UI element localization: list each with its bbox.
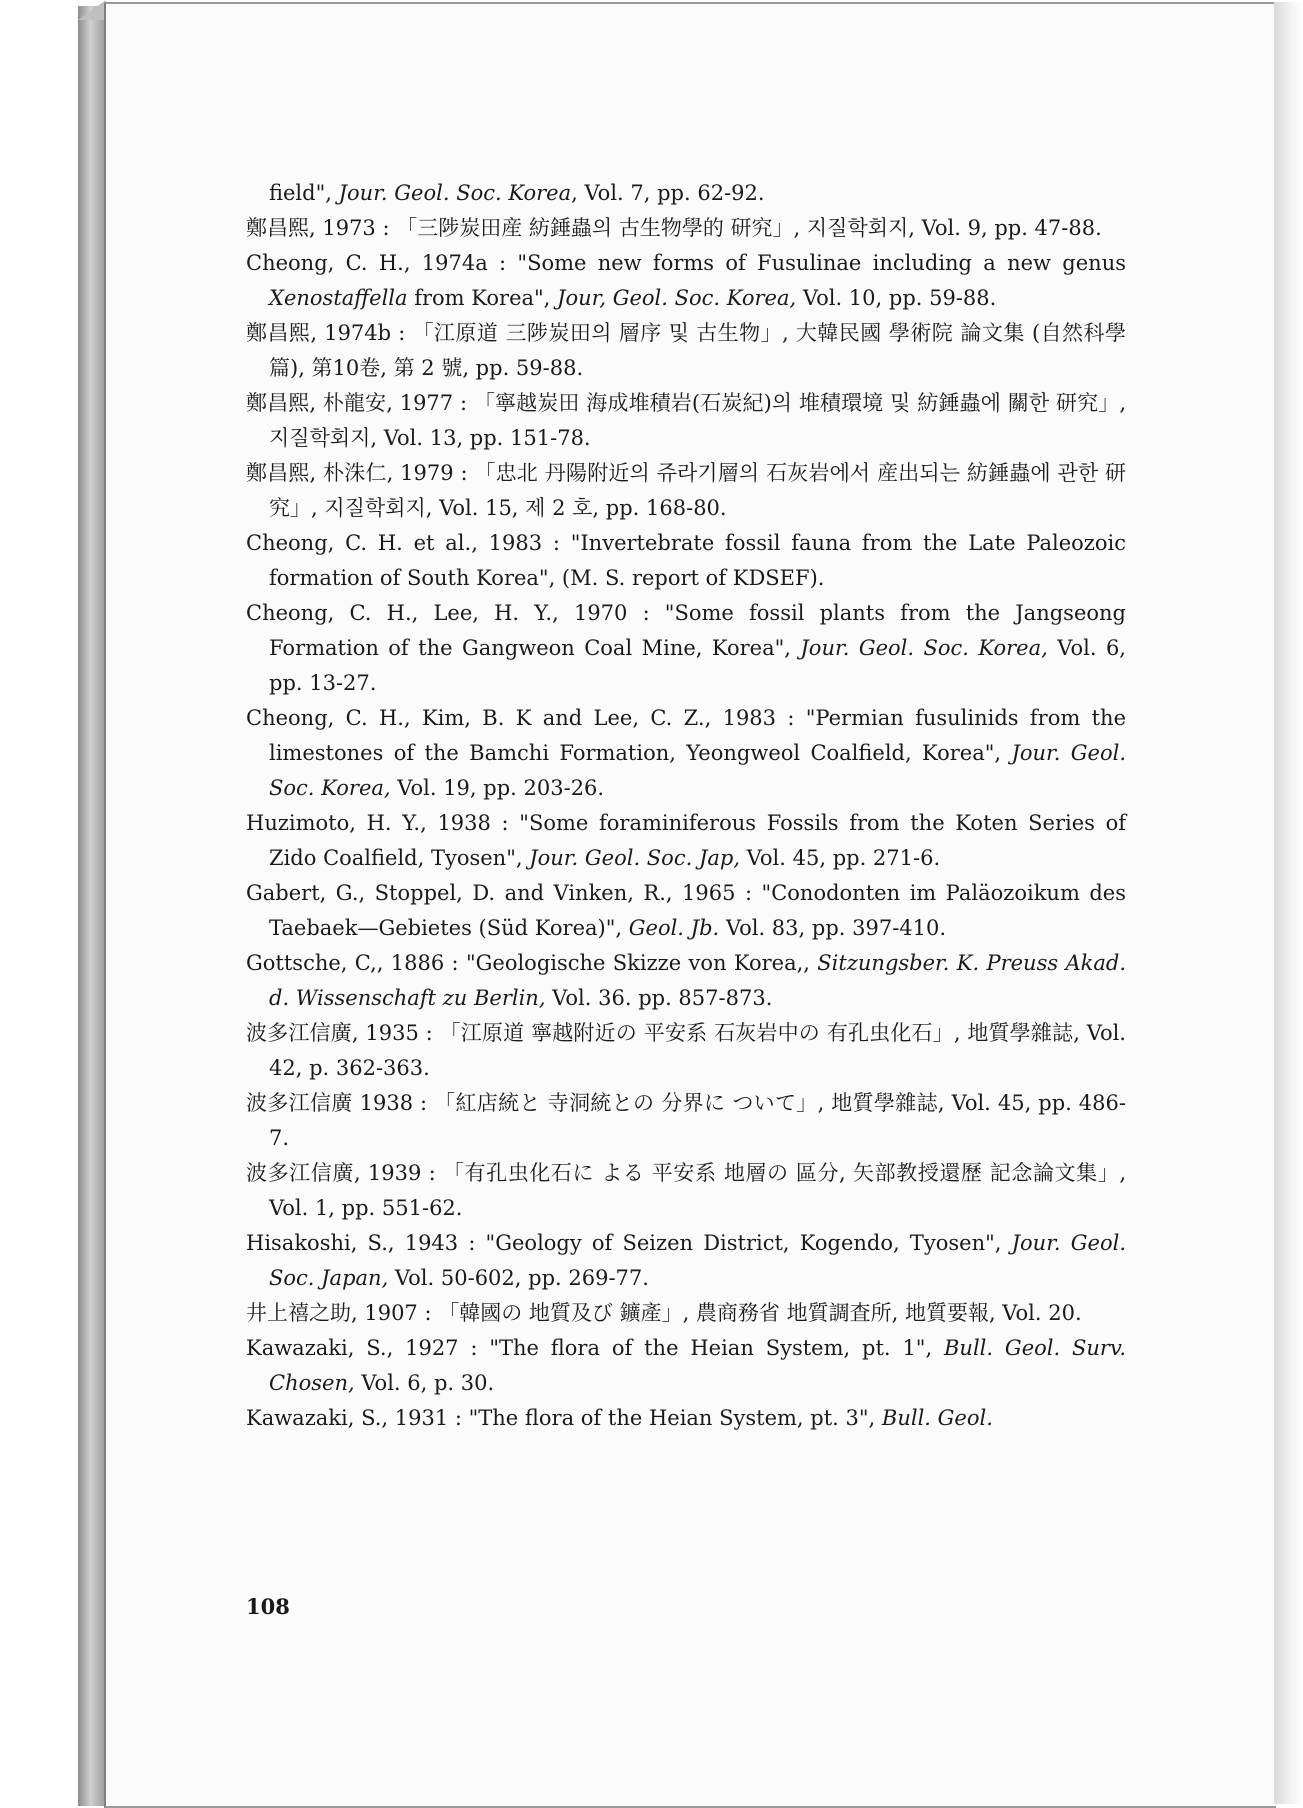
reference-text: Cheong, C. H., Kim, B. K and Lee, C. Z., 1983 : "Permian fusulinids from the limestones of the Bamchi Formation, Yeongweol Coalfield, Korea", [246,706,1126,765]
page-number: 108 [246,1594,290,1619]
reference-text: Cheong, C. H. et al., 1983 : "Invertebrate fossil fauna from the Late Paleozoic formation of South Korea", (M. S. report of KDSEF). [246,531,1126,590]
reference-entry [246,1296,1126,1331]
reference-text: 鄭昌熙, 朴龍安, 1977 : 「寧越炭田 海成堆積岩(石炭紀)의 堆積環境 및 紡錘蟲에 關한 研究」, 지질학회지, Vol. 13, pp. 151-78. [246,391,1126,450]
reference-text: 波多江信廣, 1939 : 「有孔虫化石に よる 平安系 地層の 區分, 矢部教授還歷 記念論文集」, Vol. 1, pp. 551-62. [246,1161,1126,1220]
reference-text: field", [269,181,339,205]
reference-text: Gottsche, C,, 1886 : "Geologische Skizze von Korea,, [246,951,818,975]
reference-text: Cheong, C. H., 1974a : "Some new forms of Fusulinae including a new genus [246,251,1126,275]
reference-entry [246,176,1126,211]
reference-entry [246,596,1126,701]
reference-journal: Jour. Geol. Soc. Jap, [529,846,740,870]
spine-fold [78,0,106,20]
reference-journal: Bull. Geol. [881,1406,993,1430]
reference-text: Huzimoto, H. Y., 1938 : "Some foraminiferous Fossils from the Koten Series of Zido Coalfield, Tyosen", [246,811,1126,870]
reference-list [246,176,1126,1436]
reference-journal: Jour. Geol. Soc. Korea, [800,636,1048,660]
reference-entry [246,876,1126,946]
reference-entry [246,316,1126,386]
reference-text: 井上禧之助, 1907 : 「韓國の 地質及び 鑛產」, 農商務省 地質調査所, 地質要報, Vol. 20. [246,1301,1082,1325]
reference-entry [246,701,1126,806]
reference-journal: Jour. Geol. Soc. Korea [338,181,572,205]
reference-text: Vol. 6, p. 30. [354,1371,495,1395]
reference-entry [246,1086,1126,1156]
reference-text: Vol. 6, pp. 13-27. [269,636,1126,695]
book-spine [78,6,106,1806]
reference-text: 鄭昌熙, 1974b : 「江原道 三陟炭田의 層序 및 古生物」, 大韓民國 學術院 論文集 (自然科學篇), 第10卷, 第 2 號, pp. 59-88. [246,321,1126,380]
reference-text: 鄭昌熙, 朴洙仁, 1979 : 「忠北 丹陽附近의 쥬라기層의 石灰岩에서 産出되는 紡錘蟲에 관한 研究」, 지질학회지, Vol. 15, 제 2 호, pp. 168-80. [246,461,1126,520]
reference-text: Cheong, C. H., Lee, H. Y., 1970 : "Some fossil plants from the Jangseong Formation of the Gangweon Coal Mine, Korea", [246,601,1126,660]
reference-journal: Bull. Geol. Surv. Chosen, [269,1336,1127,1395]
reference-text: 波多江信廣 1938 : 「紅店統と 寺洞統との 分界に ついて」, 地質學雜誌, Vol. 45, pp. 486-7. [246,1091,1126,1150]
page-edge-shadow [1274,2,1303,1804]
reference-entry [246,1226,1126,1296]
reference-entry [246,386,1126,456]
reference-entry [246,456,1126,526]
reference-text: from Korea", [407,286,558,310]
reference-text: Vol. 19, pp. 203-26. [390,776,605,800]
reference-text: Vol. 10, pp. 59-88. [796,286,997,310]
reference-text: Vol. 50-602, pp. 269-77. [388,1266,649,1290]
reference-text: Vol. 45, pp. 271-6. [740,846,941,870]
reference-text: 鄭昌熙, 1973 : 「三陟炭田産 紡錘蟲의 古生物學的 研究」, 지질학회지, Vol. 9, pp. 47-88. [246,216,1102,240]
reference-text: , Vol. 7, pp. 62-92. [571,181,765,205]
reference-text: Hisakoshi, S., 1943 : "Geology of Seizen District, Kogendo, Tyosen", [246,1231,1012,1255]
reference-entry [246,526,1126,596]
reference-entry [246,806,1126,876]
reference-entry [246,946,1126,1016]
reference-journal: Jour, Geol. Soc. Korea, [557,286,797,310]
reference-entry [246,1331,1126,1401]
reference-entry [246,1401,1126,1436]
reference-entry [246,1156,1126,1226]
reference-journal: Xenostaffella [269,286,408,310]
reference-text: Vol. 83, pp. 397-410. [719,916,947,940]
reference-text: Vol. 36. pp. 857-873. [545,986,773,1010]
reference-text: Gabert, G., Stoppel, D. and Vinken, R., 1965 : "Conodonten im Paläozoikum des Taebaek—Gebietes (Süd Korea)", [246,881,1126,940]
reference-journal: Jour. Geol. Soc. Korea, [269,741,1127,800]
reference-text: 波多江信廣, 1935 : 「江原道 寧越附近の 平安系 石灰岩中の 有孔虫化石」, 地質學雜誌, Vol. 42, p. 362-363. [246,1021,1126,1080]
reference-journal: Jour. Geol. Soc. Japan, [269,1231,1127,1290]
reference-journal: Geol. Jb. [628,916,720,940]
reference-entry [246,1016,1126,1086]
reference-text: Kawazaki, S., 1931 : "The flora of the Heian System, pt. 3", [246,1406,882,1430]
reference-entry [246,211,1126,246]
reference-journal: Sitzungsber. K. Preuss Akad. d. Wissenschaft zu Berlin, [269,951,1126,1010]
reference-entry [246,246,1126,316]
reference-text: Kawazaki, S., 1927 : "The flora of the Heian System, pt. 1", [246,1336,944,1360]
